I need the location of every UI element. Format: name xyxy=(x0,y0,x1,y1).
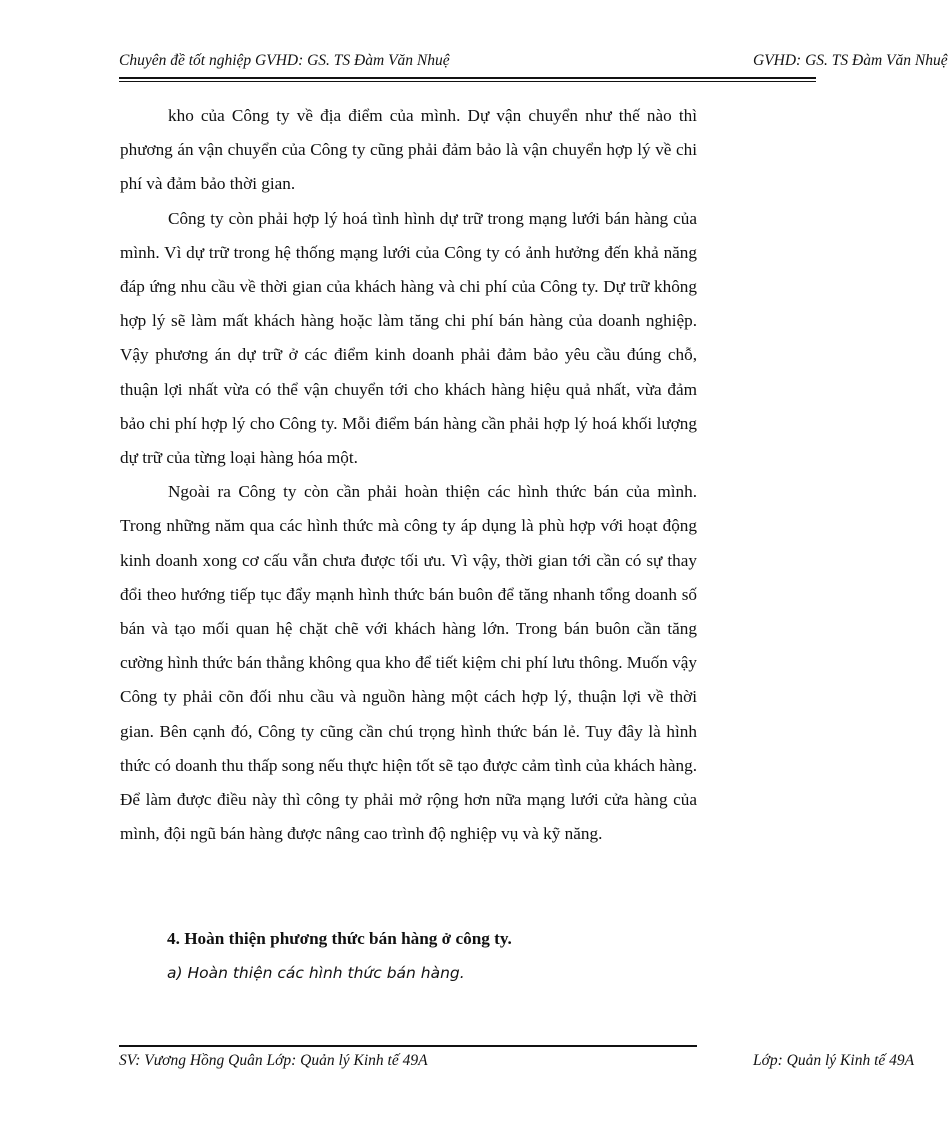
header-rule-thin xyxy=(119,81,816,82)
paragraph-2: Công ty còn phải hợp lý hoá tình hình dự trữ trong mạng lưới bán hàng của mình. Vì dự trữ trong hệ thống mạng lưới của Công ty có ảnh hưởng đến khả năng đáp ứng nhu cầu về thời gian của khách hàng và chi phí của Công ty. Dự trữ không hợp lý sẽ làm mất khách hàng hoặc làm tăng chi phí bán hàng của doanh nghiệp. Vậy phương án dự trữ ở các điểm kinh doanh phải đảm bảo yêu cầu đúng chỗ, thuận lợi nhất vừa có thể vận chuyển tới cho khách hàng hiệu quả nhất, vừa đảm bảo chi phí hợp lý cho Công ty. Mỗi điểm bán hàng cần phải hợp lý hoá khối lượng dự trữ của từng loại hàng hóa một. xyxy=(120,208,697,468)
header-right-text: GVHD: GS. TS Đàm Văn Nhuệ xyxy=(753,52,948,69)
page-footer xyxy=(119,1052,915,1076)
body-text xyxy=(120,99,697,851)
header-left-text: Chuyên đề tốt nghiệp GVHD: GS. TS Đàm Văn Nhuệ xyxy=(119,52,450,69)
footer-left-text: SV: Vương Hồng Quân Lớp: Quản lý Kinh tế 49A xyxy=(119,1052,428,1069)
footer-right-text: Lớp: Quản lý Kinh tế 49A xyxy=(753,1052,915,1069)
footer-rule xyxy=(119,1045,697,1047)
paragraph-1: kho của Công ty về địa điểm của mình. Dự vận chuyển như thế nào thì phương án vận chuyển của Công ty cũng phải đảm bảo là vận chuyển hợp lý về chi phí và đảm bảo thời gian. xyxy=(120,106,697,194)
page-header xyxy=(119,52,948,76)
section-heading: 4. Hoàn thiện phương thức bán hàng ở công ty. xyxy=(167,929,512,948)
subsection-heading: a) Hoàn thiện các hình thức bán hàng. xyxy=(167,964,465,982)
header-rule xyxy=(119,77,816,79)
paragraph-3: Ngoài ra Công ty còn cần phải hoàn thiện các hình thức bán của mình. Trong những năm qua các hình thức mà công ty áp dụng là phù hợp với hoạt động kinh doanh xong cơ cấu vẫn chưa được tối ưu. Vì vậy, thời gian tới cần có sự thay đổi theo hướng tiếp tục đẩy mạnh hình thức bán buôn để tăng nhanh tổng doanh số bán và tạo mối quan hệ chặt chẽ với khách hàng lớn. Trong bán buôn cần tăng cường hình thức bán thẳng không qua kho để tiết kiệm chi phí lưu thông. Muốn vậy Công ty phải cõn đối nhu cầu và nguồn hàng một cách hợp lý, thuận lợi về thời gian. Bên cạnh đó, Công ty cũng cần chú trọng hình thức bán lẻ. Tuy đây là hình thức có doanh thu thấp song nếu thực hiện tốt sẽ tạo được cảm tình của khách hàng. Để làm được điều này thì công ty phải mở rộng hơn nữa mạng lưới cửa hàng của mình, đội ngũ bán hàng được nâng cao trình độ nghiệp vụ và kỹ năng. xyxy=(120,482,697,844)
